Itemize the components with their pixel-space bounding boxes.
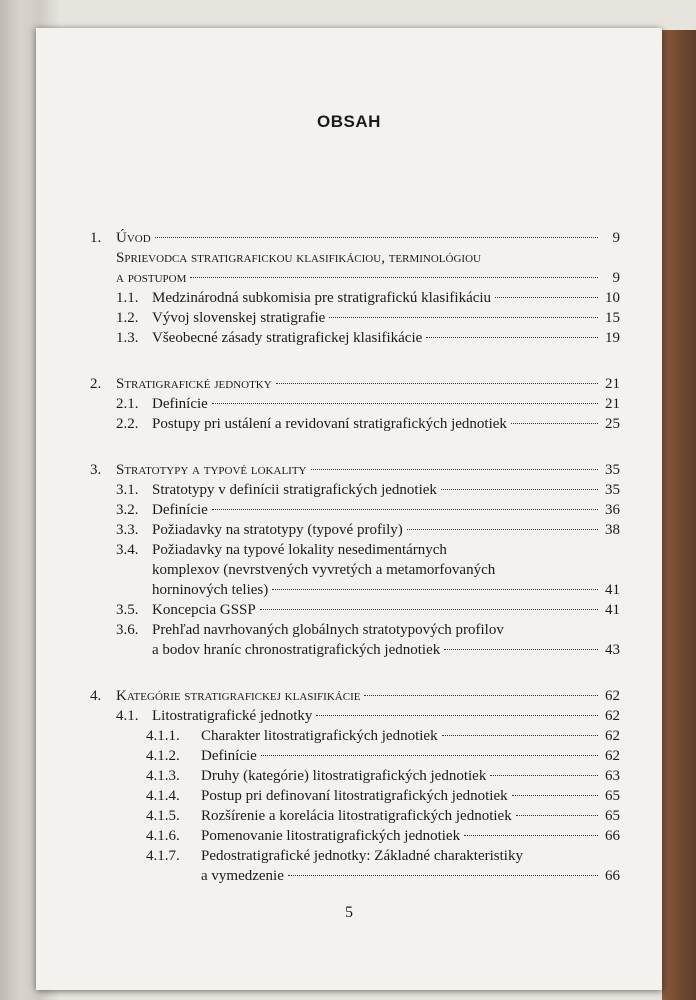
entry-page: 35 — [605, 482, 620, 498]
dot-leader — [426, 337, 598, 338]
entry-number: 1.2. — [116, 310, 139, 326]
entry-number: 4.1.2. — [146, 748, 180, 764]
book-cover-edge — [662, 30, 696, 1000]
dot-leader — [490, 775, 598, 776]
entry-label: Stratigrafické jednotky — [116, 376, 272, 392]
toc-entry-1-2 — [90, 308, 620, 328]
entry-number: 3.6. — [116, 622, 139, 638]
entry-label: Definície — [201, 748, 257, 764]
toc-entry-4-1-1 — [90, 726, 620, 746]
dot-leader — [212, 403, 598, 404]
entry-page: 21 — [605, 376, 620, 392]
entry-number: 4. — [90, 688, 102, 704]
dot-leader — [311, 469, 599, 470]
entry-number: 1. — [90, 230, 102, 246]
entry-page: 38 — [605, 522, 620, 538]
entry-label: Prehľad navrhovaných globálnych stratotypových profilov — [152, 622, 504, 638]
toc-entry-3-5 — [90, 600, 620, 620]
toc-entry-3-4-line3 — [90, 580, 620, 600]
dot-leader — [276, 383, 598, 384]
entry-page: 43 — [605, 642, 620, 658]
entry-label: a vymedzenie — [201, 868, 284, 884]
entry-number: 3.1. — [116, 482, 139, 498]
toc-entry-3-4-line2: komplexov (nevrstvených vyvretých a metamorfovaných — [152, 562, 496, 578]
toc-entry-4-1-4 — [90, 786, 620, 806]
entry-number: 3.2. — [116, 502, 139, 518]
entry-number: 4.1.6. — [146, 828, 180, 844]
toc-entry-4-1-6 — [90, 826, 620, 846]
dot-leader — [516, 815, 598, 816]
entry-label: Definície — [152, 396, 208, 412]
dot-leader — [190, 277, 598, 278]
entry-label: Litostratigrafické jednotky — [152, 708, 313, 724]
entry-number: 4.1.4. — [146, 788, 180, 804]
entry-page: 41 — [605, 582, 620, 598]
entry-page: 66 — [605, 828, 620, 844]
toc-entry-4-1-3 — [90, 766, 620, 786]
dot-leader — [329, 317, 598, 318]
entry-page: 62 — [605, 728, 620, 744]
entry-page: 19 — [605, 330, 620, 346]
entry-label: Stratotypy a typové lokality — [116, 462, 307, 478]
entry-page: 65 — [605, 808, 620, 824]
entry-label: Definície — [152, 502, 208, 518]
toc-entry-3-1 — [90, 480, 620, 500]
entry-label: Koncepcia GSSP — [152, 602, 256, 618]
dot-leader — [272, 589, 598, 590]
entry-number: 2.1. — [116, 396, 139, 412]
toc-entry-2-1 — [90, 394, 620, 414]
entry-label: Všeobecné zásady stratigrafickej klasifikácie — [152, 330, 423, 346]
entry-page: 10 — [605, 290, 620, 306]
toc-entry-1 — [90, 228, 620, 248]
toc-entry-guide-line2 — [90, 268, 620, 288]
entry-page: 62 — [605, 748, 620, 764]
entry-number: 3.5. — [116, 602, 139, 618]
toc-entry-1-3 — [90, 328, 620, 348]
entry-number: 1.1. — [116, 290, 139, 306]
entry-number: 4.1.7. — [146, 848, 180, 864]
entry-page: 21 — [605, 396, 620, 412]
entry-label: Požiadavky na stratotypy (typové profily) — [152, 522, 403, 538]
dot-leader — [511, 423, 598, 424]
entry-page: 9 — [612, 270, 620, 286]
toc-entry-guide-line1: Sprievodca stratigrafickou klasifikáciou, terminológiou — [116, 250, 481, 266]
entry-number: 1.3. — [116, 330, 139, 346]
entry-number: 4.1. — [116, 708, 139, 724]
dot-leader — [155, 237, 598, 238]
entry-number: 3.4. — [116, 542, 139, 558]
entry-label: Kategórie stratigrafickej klasifikácie — [116, 688, 361, 704]
entry-label: Požiadavky na typové lokality nesedimentárnych — [152, 542, 447, 558]
entry-number: 2.2. — [116, 416, 139, 432]
entry-number: 3.3. — [116, 522, 139, 538]
entry-page: 63 — [605, 768, 620, 784]
entry-label: Medzinárodná subkomisia pre stratigrafickú klasifikáciu — [152, 290, 492, 306]
book-page — [36, 28, 662, 990]
entry-number: 4.1.1. — [146, 728, 180, 744]
entry-page: 66 — [605, 868, 620, 884]
entry-page: 9 — [612, 230, 620, 246]
entry-page: 15 — [605, 310, 620, 326]
dot-leader — [512, 795, 598, 796]
dot-leader — [441, 489, 598, 490]
toc-entry-4-1-7-line2 — [90, 866, 620, 886]
entry-number: 2. — [90, 376, 102, 392]
entry-label: Pomenovanie litostratigrafických jednotiek — [201, 828, 461, 844]
entry-page: 41 — [605, 602, 620, 618]
entry-label: horninových telies) — [152, 582, 269, 598]
entry-page: 25 — [605, 416, 620, 432]
entry-label: Druhy (kategórie) litostratigrafických jednotiek — [201, 768, 487, 784]
dot-leader — [407, 529, 598, 530]
toc-entry-1-1 — [90, 288, 620, 308]
entry-number: 4.1.3. — [146, 768, 180, 784]
toc-entry-2-2 — [90, 414, 620, 434]
entry-label: Vývoj slovenskej stratigrafie — [152, 310, 326, 326]
toc-entry-3-2 — [90, 500, 620, 520]
entry-page: 62 — [605, 708, 620, 724]
entry-label: Pedostratigrafické jednotky: Základné charakteristiky — [201, 848, 523, 864]
dot-leader — [495, 297, 598, 298]
entry-number: 4.1.5. — [146, 808, 180, 824]
entry-label: Rozšírenie a korelácia litostratigrafických jednotiek — [201, 808, 512, 824]
entry-label: a postupom — [116, 270, 187, 286]
entry-label: Charakter litostratigrafických jednotiek — [201, 728, 438, 744]
toc-entry-4-1-5 — [90, 806, 620, 826]
dot-leader — [442, 735, 598, 736]
dot-leader — [261, 755, 598, 756]
toc-entry-4 — [90, 686, 620, 706]
dot-leader — [364, 695, 598, 696]
dot-leader — [316, 715, 598, 716]
entry-page: 62 — [605, 688, 620, 704]
toc-entry-4-1-7-line1 — [90, 846, 620, 866]
entry-page: 65 — [605, 788, 620, 804]
toc-entry-4-1 — [90, 706, 620, 726]
entry-label: Stratotypy v definícii stratigrafických jednotiek — [152, 482, 437, 498]
dot-leader — [444, 649, 598, 650]
toc-entry-3 — [90, 460, 620, 480]
entry-label: Úvod — [116, 230, 151, 246]
dot-leader — [288, 875, 598, 876]
entry-label: Postupy pri ustálení a revidovaní stratigrafických jednotiek — [152, 416, 507, 432]
entry-label: Postup pri definovaní litostratigrafických jednotiek — [201, 788, 508, 804]
page-title: OBSAH — [317, 112, 381, 131]
dot-leader — [464, 835, 598, 836]
toc-entry-3-6-line1 — [90, 620, 620, 640]
dot-leader — [260, 609, 598, 610]
table-of-contents — [90, 228, 620, 886]
toc-entry-3-4-line1 — [90, 540, 620, 560]
entry-page: 36 — [605, 502, 620, 518]
entry-number: 3. — [90, 462, 102, 478]
dot-leader — [212, 509, 598, 510]
page-number: 5 — [345, 904, 353, 921]
toc-entry-4-1-2 — [90, 746, 620, 766]
toc-entry-2 — [90, 374, 620, 394]
toc-entry-3-6-line2 — [90, 640, 620, 660]
entry-page: 35 — [605, 462, 620, 478]
entry-label: a bodov hraníc chronostratigrafických jednotiek — [152, 642, 441, 658]
toc-entry-3-3 — [90, 520, 620, 540]
